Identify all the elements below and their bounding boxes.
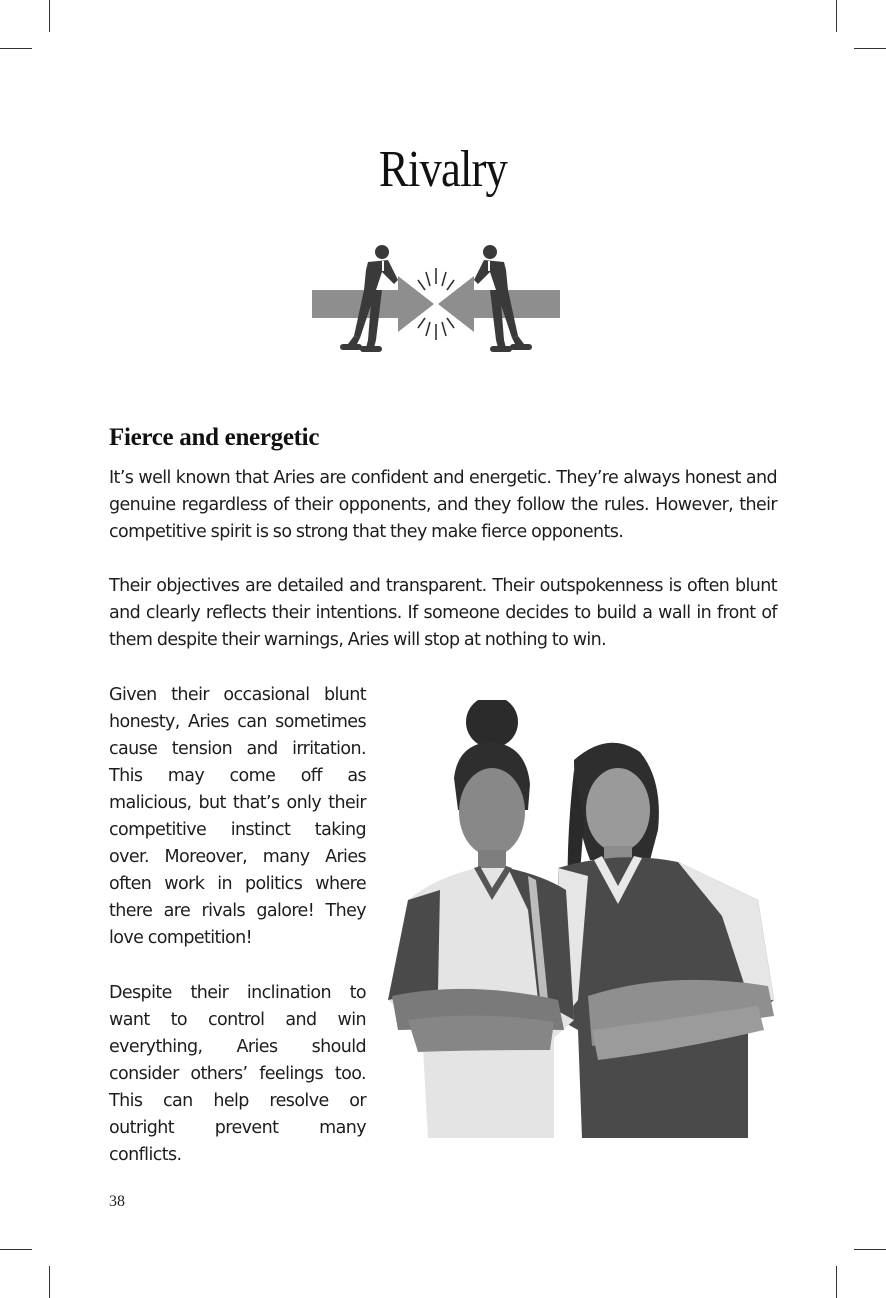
page-title: Rivalry [378,141,508,198]
section-heading: Fierce and energetic [109,424,320,451]
crop-mark [0,1249,32,1250]
paragraph: It’s well known that Aries are confident and energetic. They’re always honest and genuine regardless of their opponents, and they follow the rules. However, their competitive spirit is so strong that they make fierce opponents. [109,468,777,542]
paragraph: Their objectives are detailed and transparent. Their outspokenness is often blunt and clearly reflects their intentions. If someone decides to build a wall in front of them despite their warnings, Aries will stop at nothing to win. [109,576,777,650]
crop-mark [49,1266,50,1298]
crop-mark [49,0,50,32]
crop-mark [854,1249,886,1250]
crop-mark [0,48,32,49]
businessmen-pushing-arrows-icon [310,240,562,362]
two-athletes-arms-crossed-photo [378,700,788,1138]
crop-mark [854,48,886,49]
crop-mark [836,0,837,32]
page-number: 38 [109,1193,125,1210]
paragraph: Given their occasional blunt honesty, Aries can sometimes cause tension and irritation. This may come off as malicious, but that’s only their competitive instinct taking over. Moreover, many Aries often work in politics where there are rivals galore! They love competition! [109,685,366,948]
crop-mark [836,1266,837,1298]
paragraph: Despite their inclination to want to control and win everything, Aries should consider others’ feelings too. This can help resolve or outright prevent many conflicts. [109,983,366,1165]
